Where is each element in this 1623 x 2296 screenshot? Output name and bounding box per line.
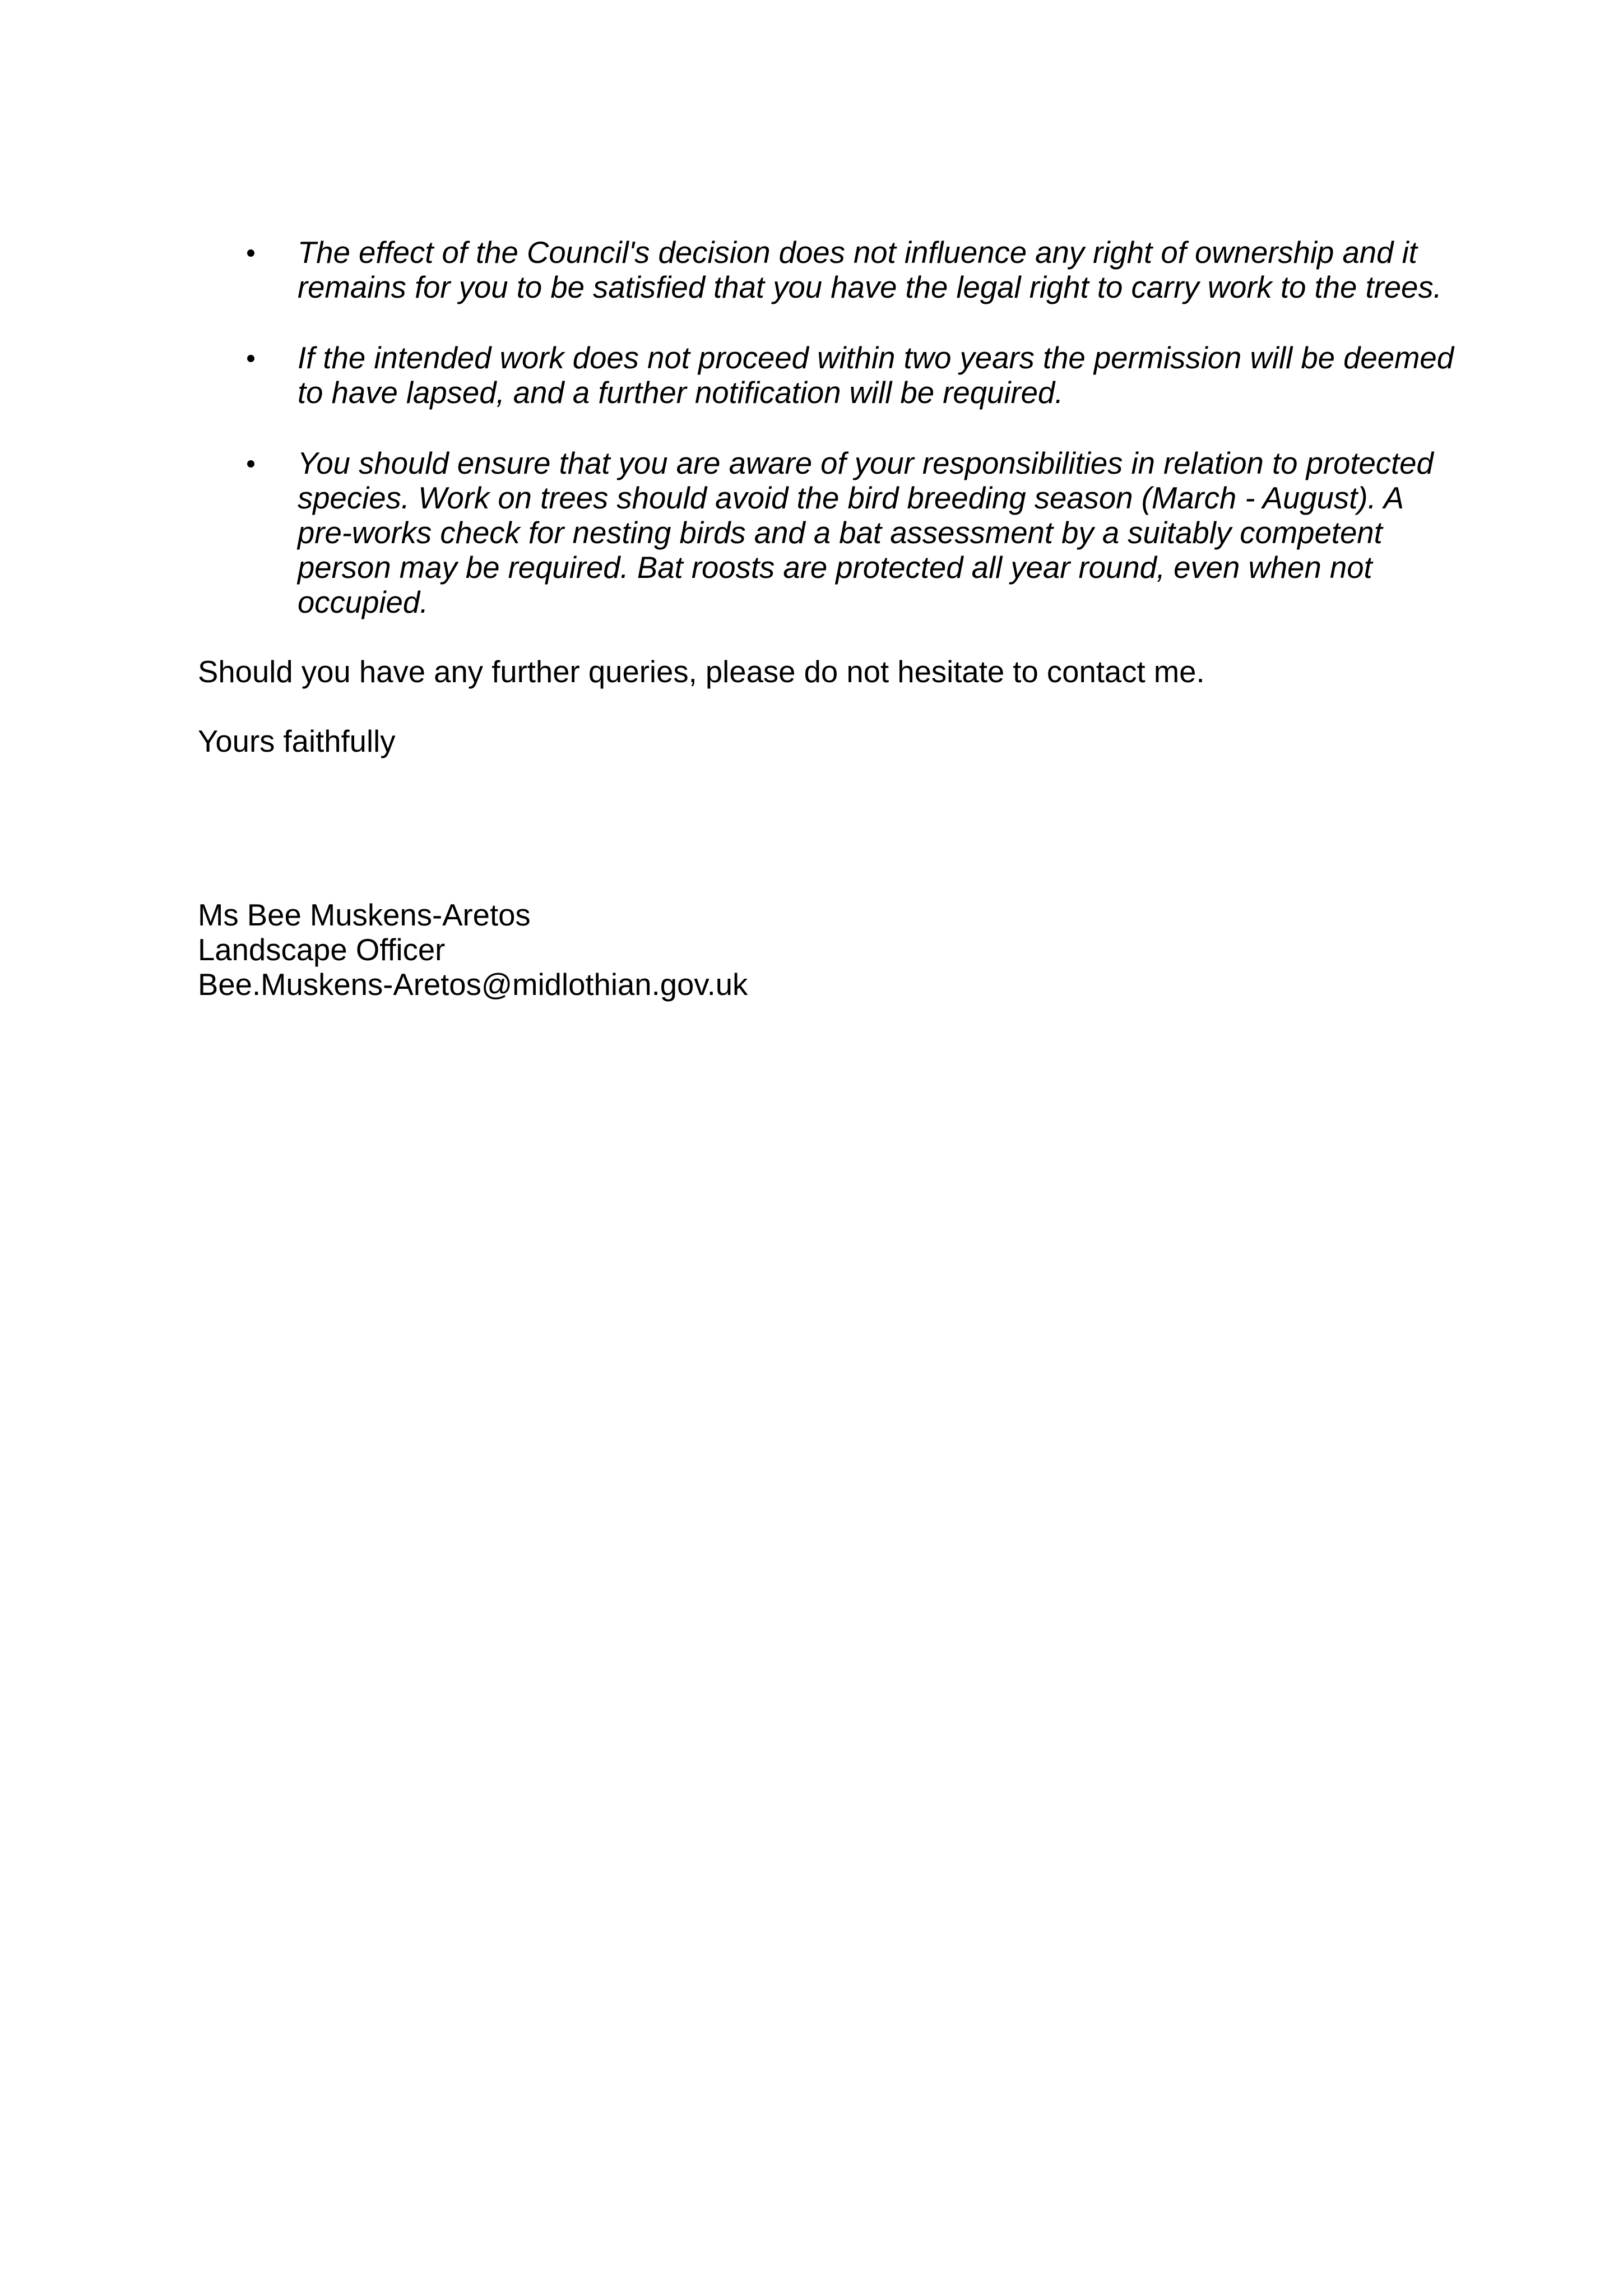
letter-body [198,235,1459,1002]
list-item [198,341,1459,410]
signatory-email: Bee.Muskens-Aretos@midlothian.gov.uk [198,968,748,1002]
signature-block [198,898,1459,1002]
closing-salutation: Yours faithfully [198,724,396,758]
bullet-icon [247,249,254,257]
list-item-text: You should ensure that you are aware of your responsibilities in relation to protected species. Work on trees should avoid the bird breeding season (March - August). A pre-works check for nesting birds and a bat assessment by a suitably competent person may be required. Bat roosts are protected all year round, even when not occupied. [298,446,1434,619]
signatory-title: Landscape Officer [198,933,446,967]
queries-paragraph: Should you have any further queries, please do not hesitate to contact me. [198,655,1205,689]
signature-space [198,759,1459,898]
list-item-text: The effect of the Council's decision does not influence any right of ownership and it remains for you to be satisfied that you have the legal right to carry work to the trees. [298,235,1442,304]
list-item [198,446,1459,620]
bullet-icon [247,355,254,362]
signatory-name: Ms Bee Muskens-Aretos [198,898,531,932]
conditions-list [198,235,1459,620]
bullet-icon [247,460,254,467]
list-item-text: If the intended work does not proceed within two years the permission will be deemed to have lapsed, and a further notification will be required. [298,341,1454,410]
list-item [198,235,1459,305]
